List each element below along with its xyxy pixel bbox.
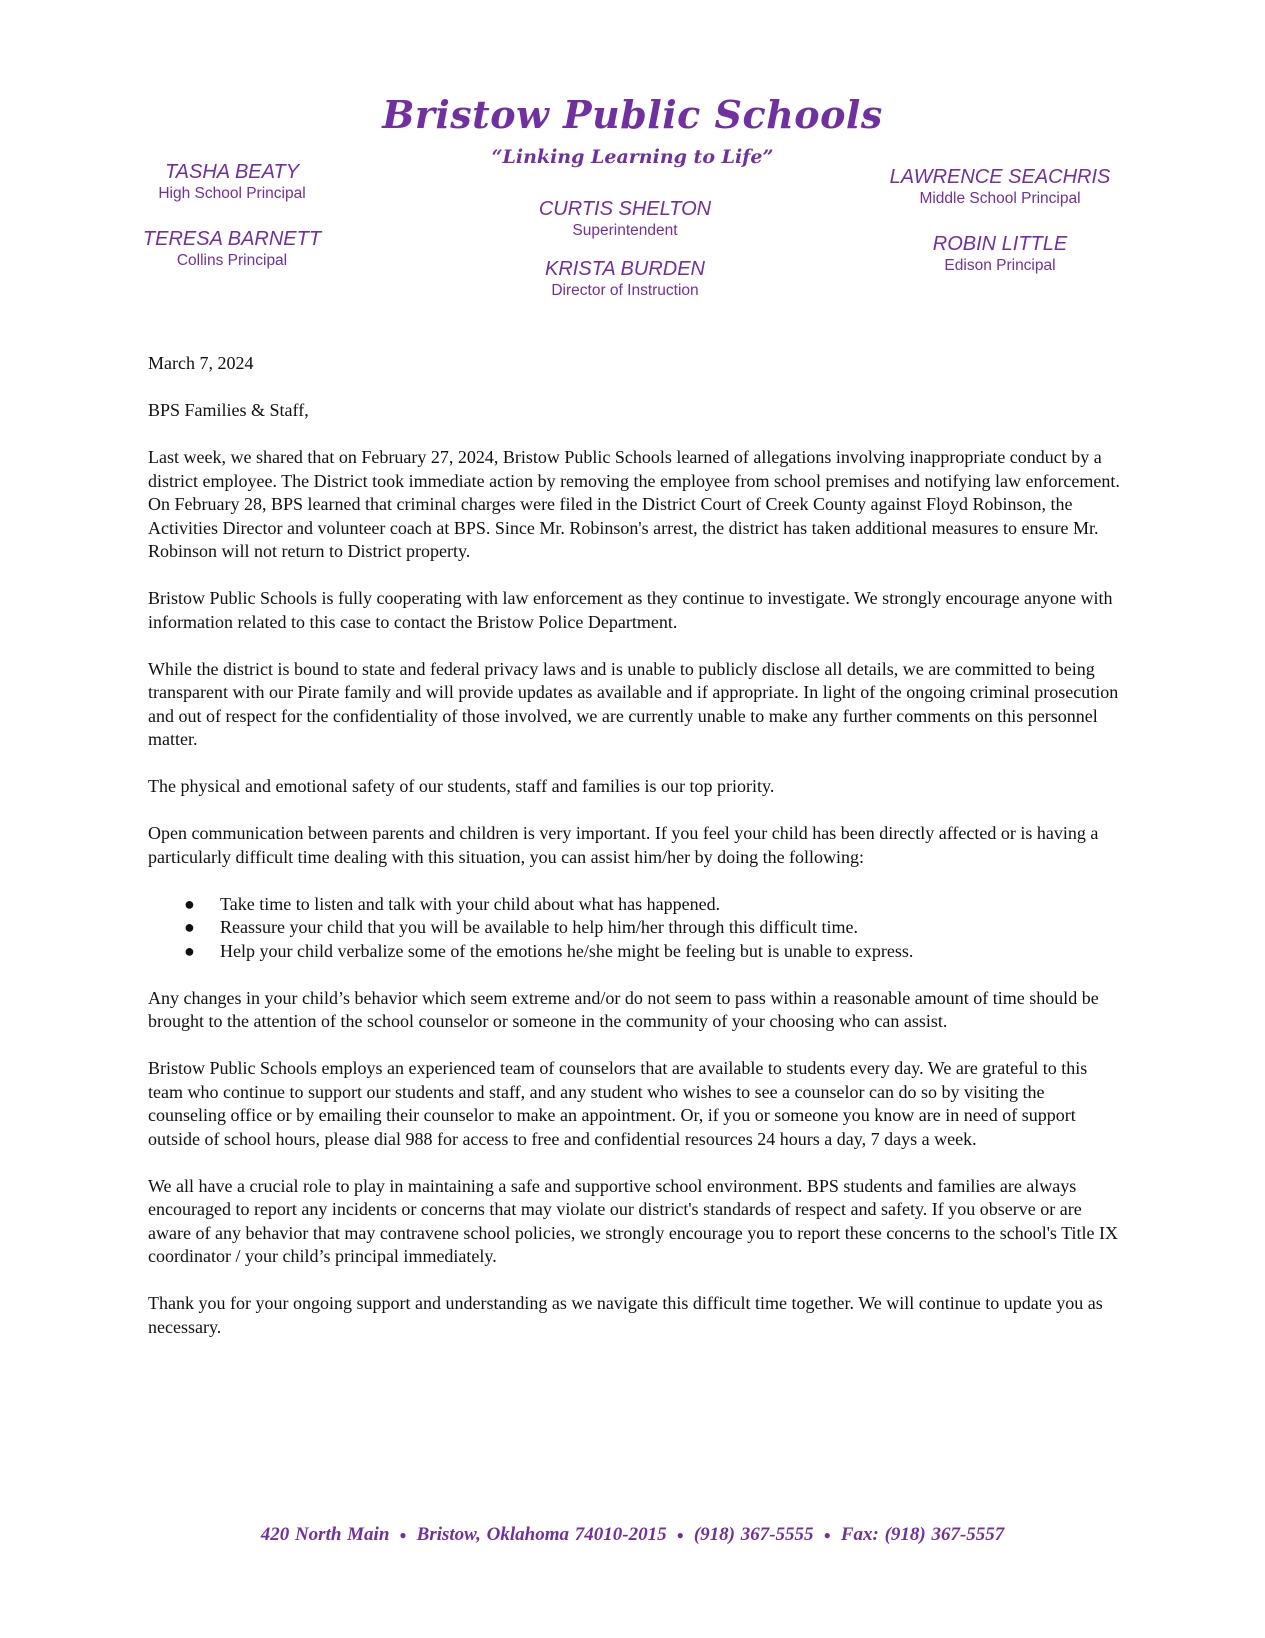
letterhead-title: Bristow Public Schools [382,92,883,137]
paragraph: Bristow Public Schools is fully cooperating with law enforcement as they continue to investigate. We strongly encourage anyone with information related to this case to contact the Bristow Police Department. [148,588,1113,632]
bullet-icon: ● [823,1528,831,1543]
paragraph: Any changes in your child’s behavior which seem extreme and/or do not seem to pass within a reasonable amount of time should be brought to the attention of the school counselor or someone in the community of your choosing who can assist. [148,987,1099,1031]
letterhead-motto: “Linking Learning to Life” [491,146,774,168]
staff-name: TERESA BARNETT [142,228,322,250]
bullet-icon: ● [184,893,195,914]
staff-name: TASHA BEATY [164,161,300,183]
staff-role: Edison Principal [944,257,1056,274]
letter-body [148,352,1123,1363]
footer-contact [0,1524,1265,1546]
list-item [184,916,1123,940]
staff-role: Director of Instruction [551,282,699,299]
staff-name: ROBIN LITTLE [932,233,1068,255]
staff-edison-principal [870,232,1130,275]
staff-role: Superintendent [572,222,678,239]
paragraph: We all have a crucial role to play in maintaining a safe and supportive school environment. BPS students and families are always encouraged to report any incidents or concerns that may violate our district's standards of respect and safety. If you observe or are aware of any behavior that may contravene school policies, we strongly encourage you to report these concerns to the school's Title IX coordinator / your child’s principal immediately. [148,1175,1118,1266]
staff-name: LAWRENCE SEACHRIS [889,166,1111,188]
staff-superintendent [505,197,745,240]
bullet-icon: ● [676,1528,684,1543]
paragraph: Bristow Public Schools employs an experienced team of counselors that are available to students every day. We are grateful to this team who continue to support our students and staff, and any student who wishes to see a counselor can do so by visiting the counseling office or by emailing their counselor to make an appointment. Or, if you or someone you know are in need of support outside of school hours, please dial 988 for access to free and confidential resources 24 hours a day, 7 days a week. [148,1058,1088,1149]
paragraph: While the district is bound to state and federal privacy laws and is unable to publicly disclose all details, we are committed to being transparent with our Pirate family and will provide updates as available and if appropriate. In light of the ongoing criminal prosecution and out of respect for the confidentiality of those involved, we are currently unable to make any further comments on this personnel matter. [148,658,1119,749]
list-item [184,940,1123,964]
paragraph: Thank you for your ongoing support and understanding as we navigate this difficult time together. We will continue to update you as necessary. [148,1293,1103,1337]
footer-phone: (918) 367-5555 [693,1524,814,1545]
staff-collins-principal [132,227,332,270]
footer-fax: Fax: (918) 367-5557 [840,1524,1005,1545]
staff-role: Middle School Principal [919,190,1081,207]
list-item-text: Take time to listen and talk with your child about what has happened. [220,893,721,914]
staff-director-of-instruction [505,257,745,300]
footer-city: Bristow, Oklahoma 74010-2015 [416,1524,667,1545]
letter-salutation: BPS Families & Staff, [148,400,309,420]
list-item-text: Reassure your child that you will be available to help him/her through this difficult time. [220,917,859,937]
staff-name: CURTIS SHELTON [538,198,712,220]
footer-address: 420 North Main [260,1524,390,1545]
staff-role: Collins Principal [176,252,288,269]
bullet-icon: ● [184,917,195,937]
staff-middle-school-principal [870,165,1130,208]
list-item-text: Help your child verbalize some of the emotions he/she might be feeling but is unable to express. [220,940,914,961]
bullet-list [148,893,1123,964]
list-item [184,893,1123,917]
staff-role: High School Principal [158,185,306,202]
staff-name: KRISTA BURDEN [544,258,706,280]
staff-high-school-principal [132,160,332,203]
bullet-icon: ● [184,940,195,961]
paragraph: The physical and emotional safety of our students, staff and families is our top priority. [148,776,775,796]
letter-date: March 7, 2024 [148,353,254,373]
bullet-icon: ● [399,1528,407,1543]
paragraph: Last week, we shared that on February 27, 2024, Bristow Public Schools learned of allegations involving inappropriate conduct by a district employee. The District took immediate action by removing the employee from school premises and notifying law enforcement. On February 28, BPS learned that criminal charges were filed in the District Court of Creek County against Floyd Robinson, the Activities Director and volunteer coach at BPS. Since Mr. Robinson's arrest, the district has taken additional measures to ensure Mr. Robinson will not return to District property. [148,447,1120,561]
paragraph: Open communication between parents and children is very important. If you feel your child has been directly affected or is having a particularly difficult time dealing with this situation, you can assist him/her by doing the following: [148,823,1099,867]
